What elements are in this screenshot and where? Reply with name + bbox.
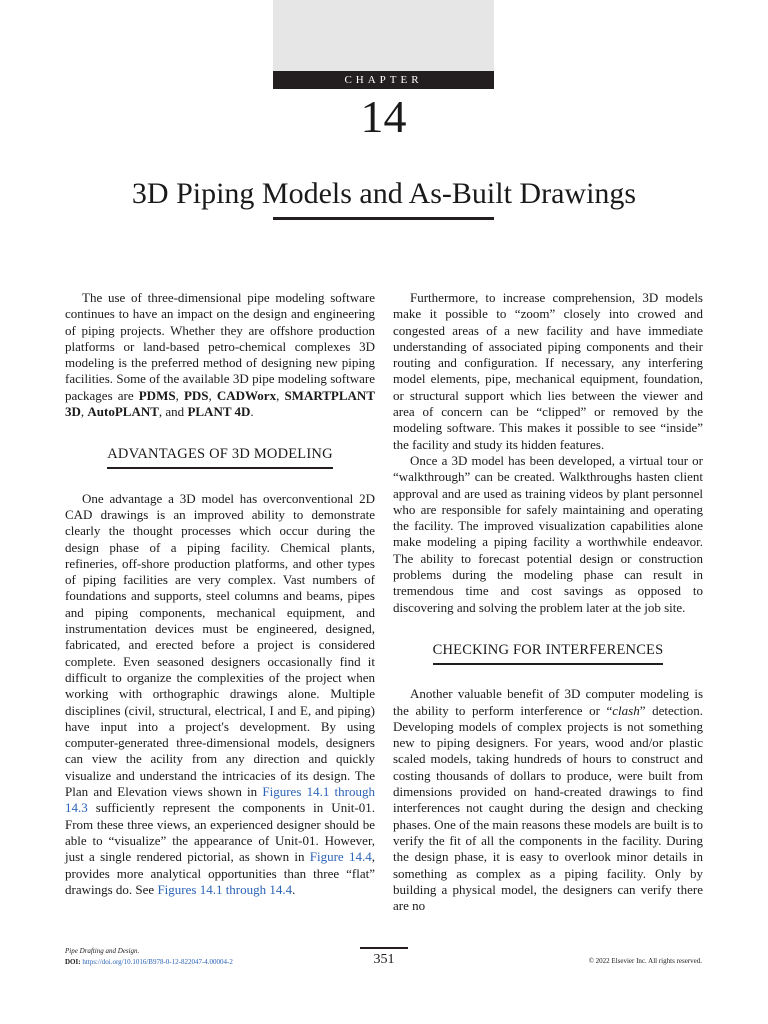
software-plant4d: PLANT 4D bbox=[187, 404, 251, 420]
software-cadworx: CADWorx bbox=[216, 387, 277, 403]
footer-citation: Pipe Drafting and Design. DOI: https://doi.org/10.1016/B978-0-12-822047-4.00004-2 bbox=[65, 947, 233, 966]
software-autoplant: AutoPLANT bbox=[87, 404, 159, 420]
footer-rule bbox=[360, 947, 408, 949]
software-smartplant: SMARTPLANT 3D bbox=[65, 387, 375, 420]
section-heading-advantages: ADVANTAGES OF 3D MODELING bbox=[65, 446, 375, 466]
page-number: 351 bbox=[373, 952, 395, 967]
copyright: © 2022 Elsevier Inc. All rights reserved. bbox=[588, 957, 702, 965]
software-pdms: PDMS bbox=[138, 387, 176, 403]
doi-link[interactable]: https://doi.org/10.1016/B978-0-12-822047-4.00004-2 bbox=[82, 958, 233, 966]
figure-link[interactable]: Figures 14.1 through 14.3 bbox=[65, 784, 375, 816]
advantages-paragraph: One advantage a 3D model has overconventional 2D CAD drawings is an improved ability to demonstrate clearly the thought processes which occur during the design phase of a piping facility. Chemical plants, refineries, off-shore production platforms, and other types of piping facilities are very complex. Vast numbers of foundations and supports, steel columns and beams, pipes and piping components, mechanical equipment, and instrumentation devices must be engineered, designed, fabricated, and erected before a project is considered complete. Even seasoned designers occasionally find it difficult to organize the complexities of the project when working with orthographic drawings alone. Multiple disciplines (civil, structural, electrical, I and E, and piping) have input into a project's development. By using computer-generated three-dimensional models, designers can view the acility from any direction and quickly visualize and understand the intricacies of its design. The Plan and Elevation views shown in Figures 14.1 through 14.3 sufficiently represent the components in Unit-01. From these three views, an experienced designer should be able to “visualize” the appearance of Unit-01. However, just a single rendered pictorial, as shown in Figure 14.4, provides more analytical opportunities than three “flat” drawings do. See Figures 14.1 through 14.4. bbox=[65, 490, 375, 897]
title-rule bbox=[273, 217, 494, 220]
interference-paragraph: Another valuable benefit of 3D computer modeling is the ability to perform interference or “clash” detection. Developing models of complex projects is not something new to piping designers. For years, wood and/or plastic scaled models, taking hundreds of hours to construct and costing thousands of dollars to produce, were built from dimensions provided on hand-created drawings to find interferences not caught during the design and checking phases. One of the main reasons these models are built is to verify the fit of all the components in the facility. During the design phase, it is easy to overlook minor details in something as complex as a piping facility. Only by building a physical model, the designers can verify there are no bbox=[393, 686, 703, 914]
walkthrough-paragraph: Once a 3D model has been developed, a virtual tour or “walkthrough” can be created. Walkthroughs hasten client approval and are used as training videos by plant personnel who are responsible for safely maintaining and operating the facility. The improved visualization capabilities alone make modeling a piping facility a worthwhile endeavor. The ability to forecast potential design or construction problems during the modeling phase can result in tremendous time and cost savings as opposed to discovering and solving the problem later at the job site. bbox=[393, 452, 703, 615]
chapter-number: 14 bbox=[360, 91, 407, 142]
chapter-title: 3D Piping Models and As-Built Drawings bbox=[131, 177, 637, 210]
right-column bbox=[393, 290, 703, 914]
section-heading-interferences: CHECKING FOR INTERFERENCES bbox=[393, 642, 703, 662]
figure-link[interactable]: Figure 14.4 bbox=[309, 849, 372, 865]
figure-link[interactable]: Figures 14.1 through 14.4 bbox=[157, 881, 293, 897]
software-pds: PDS bbox=[183, 387, 209, 403]
book-title: Pipe Drafting and Design. bbox=[65, 947, 140, 955]
zoom-paragraph: Furthermore, to increase comprehension, 3D models make it possible to “zoom” closely into crowed and congested areas of a new facility and have immediate understanding of associated piping components and their routing and configuration. If necessary, any interfering model elements, pipe, mechanical equipment, foundation, or structural support which lies between the viewer and area of concern can be “clipped” or removed by the modeling software. This makes it possible to see “inside” the facility and study its hidden features. bbox=[393, 290, 703, 452]
left-column bbox=[65, 290, 375, 898]
intro-paragraph: The use of three-dimensional pipe modeling software continues to have an impact on the design and engineering of piping projects. Whether they are offshore production platforms or land-based petro-chemical complexes 3D modeling is the preferred method of designing new piping facilities. Some of the available 3D pipe modeling software packages are PDMS, PDS, CADWorx, SMARTPLANT 3D, AutoPLANT, and PLANT 4D. bbox=[65, 290, 375, 420]
chapter-label: CHAPTER bbox=[273, 71, 494, 89]
